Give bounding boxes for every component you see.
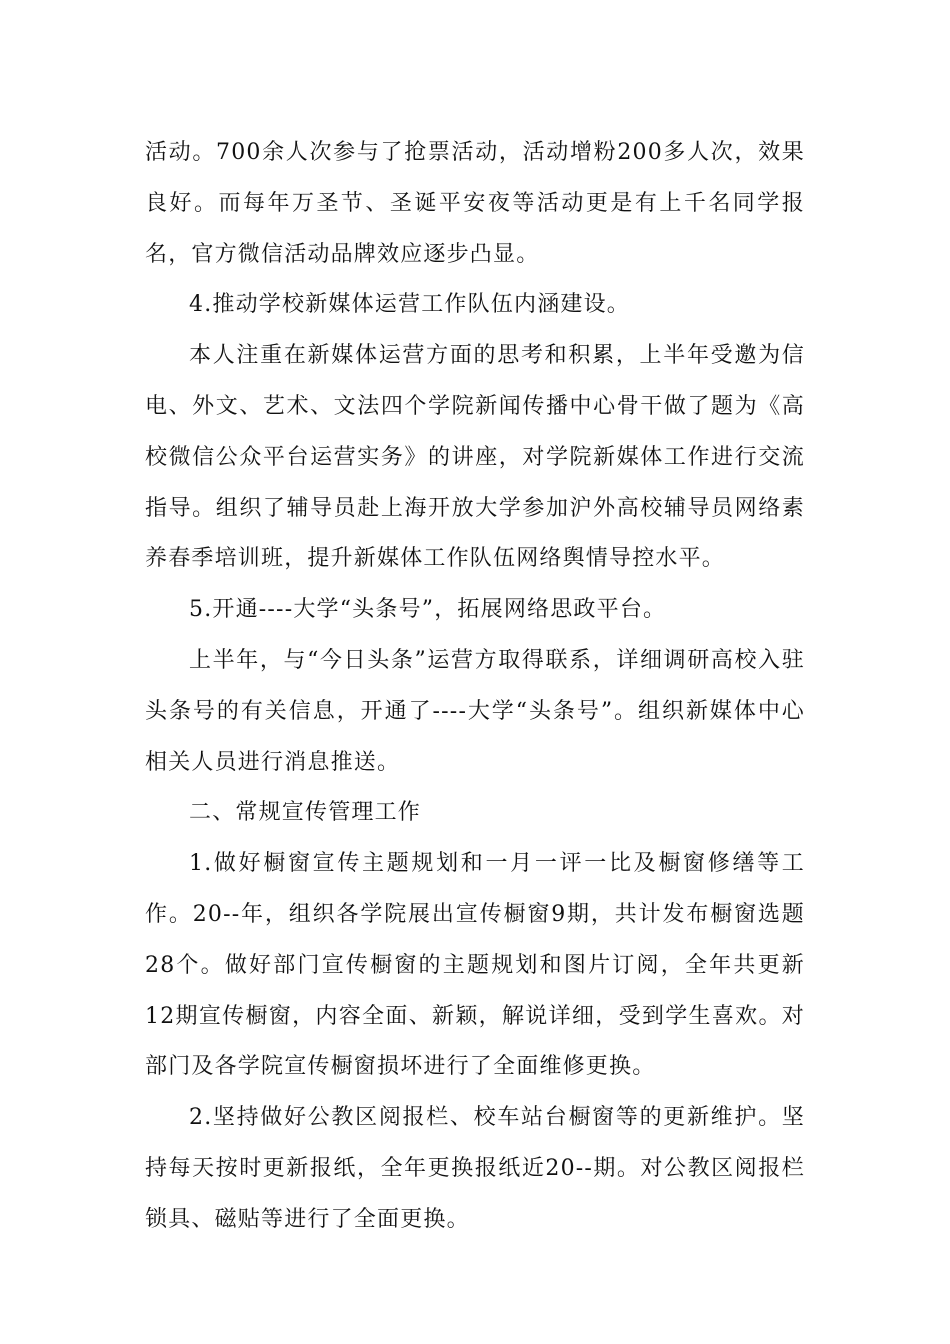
paragraph-body: 2.坚持做好公教区阅报栏、校车站台橱窗等的更新维护。坚持每天按时更新报纸，全年更换报纸近20--期。对公教区阅报栏锁具、磁贴等进行了全面更换。 bbox=[145, 1105, 805, 1232]
section-heading-2: 二、常规宣传管理工作 bbox=[189, 800, 422, 826]
paragraph-body: 上半年，与“今日头条”运营方取得联系，详细调研高校入驻头条号的有关信息，开通了----大学“头条号”。组织新媒体中心相关人员进行消息推送。 bbox=[145, 647, 805, 775]
paragraph-body: 1.做好橱窗宣传主题规划和一月一评一比及橱窗修缮等工作。20--年，组织各学院展出宣传橱窗9期，共计发布橱窗选题28个。做好部门宣传橱窗的主题规划和图片订阅，全年共更新12期宣传橱窗，内容全面、新颖，解说详细，受到学生喜欢。对部门及各学院宣传橱窗损坏进行了全面维修更换。 bbox=[145, 851, 805, 1080]
section-heading-4: 4.推动学校新媒体运营工作队伍内涵建设。 bbox=[189, 292, 630, 318]
paragraph-body: 本人注重在新媒体运营方面的思考和积累，上半年受邀为信电、外文、艺术、文法四个学院新闻传播中心骨干做了题为《高校微信公众平台运营实务》的讲座，对学院新媒体工作进行交流指导。组织了辅导员赴上海开放大学参加沪外高校辅导员网络素养春季培训班，提升新媒体工作队伍网络舆情导控水平。 bbox=[145, 343, 805, 572]
paragraph-continuation: 活动。700余人次参与了抢票活动，活动增粉200多人次，效果良好。而每年万圣节、圣诞平安夜等活动更是有上千名同学报名，官方微信活动品牌效应逐步凸显。 bbox=[145, 140, 805, 267]
section-heading-5: 5.开通----大学“头条号”，拓展网络思政平台。 bbox=[189, 597, 667, 623]
document-body bbox=[145, 128, 805, 1246]
